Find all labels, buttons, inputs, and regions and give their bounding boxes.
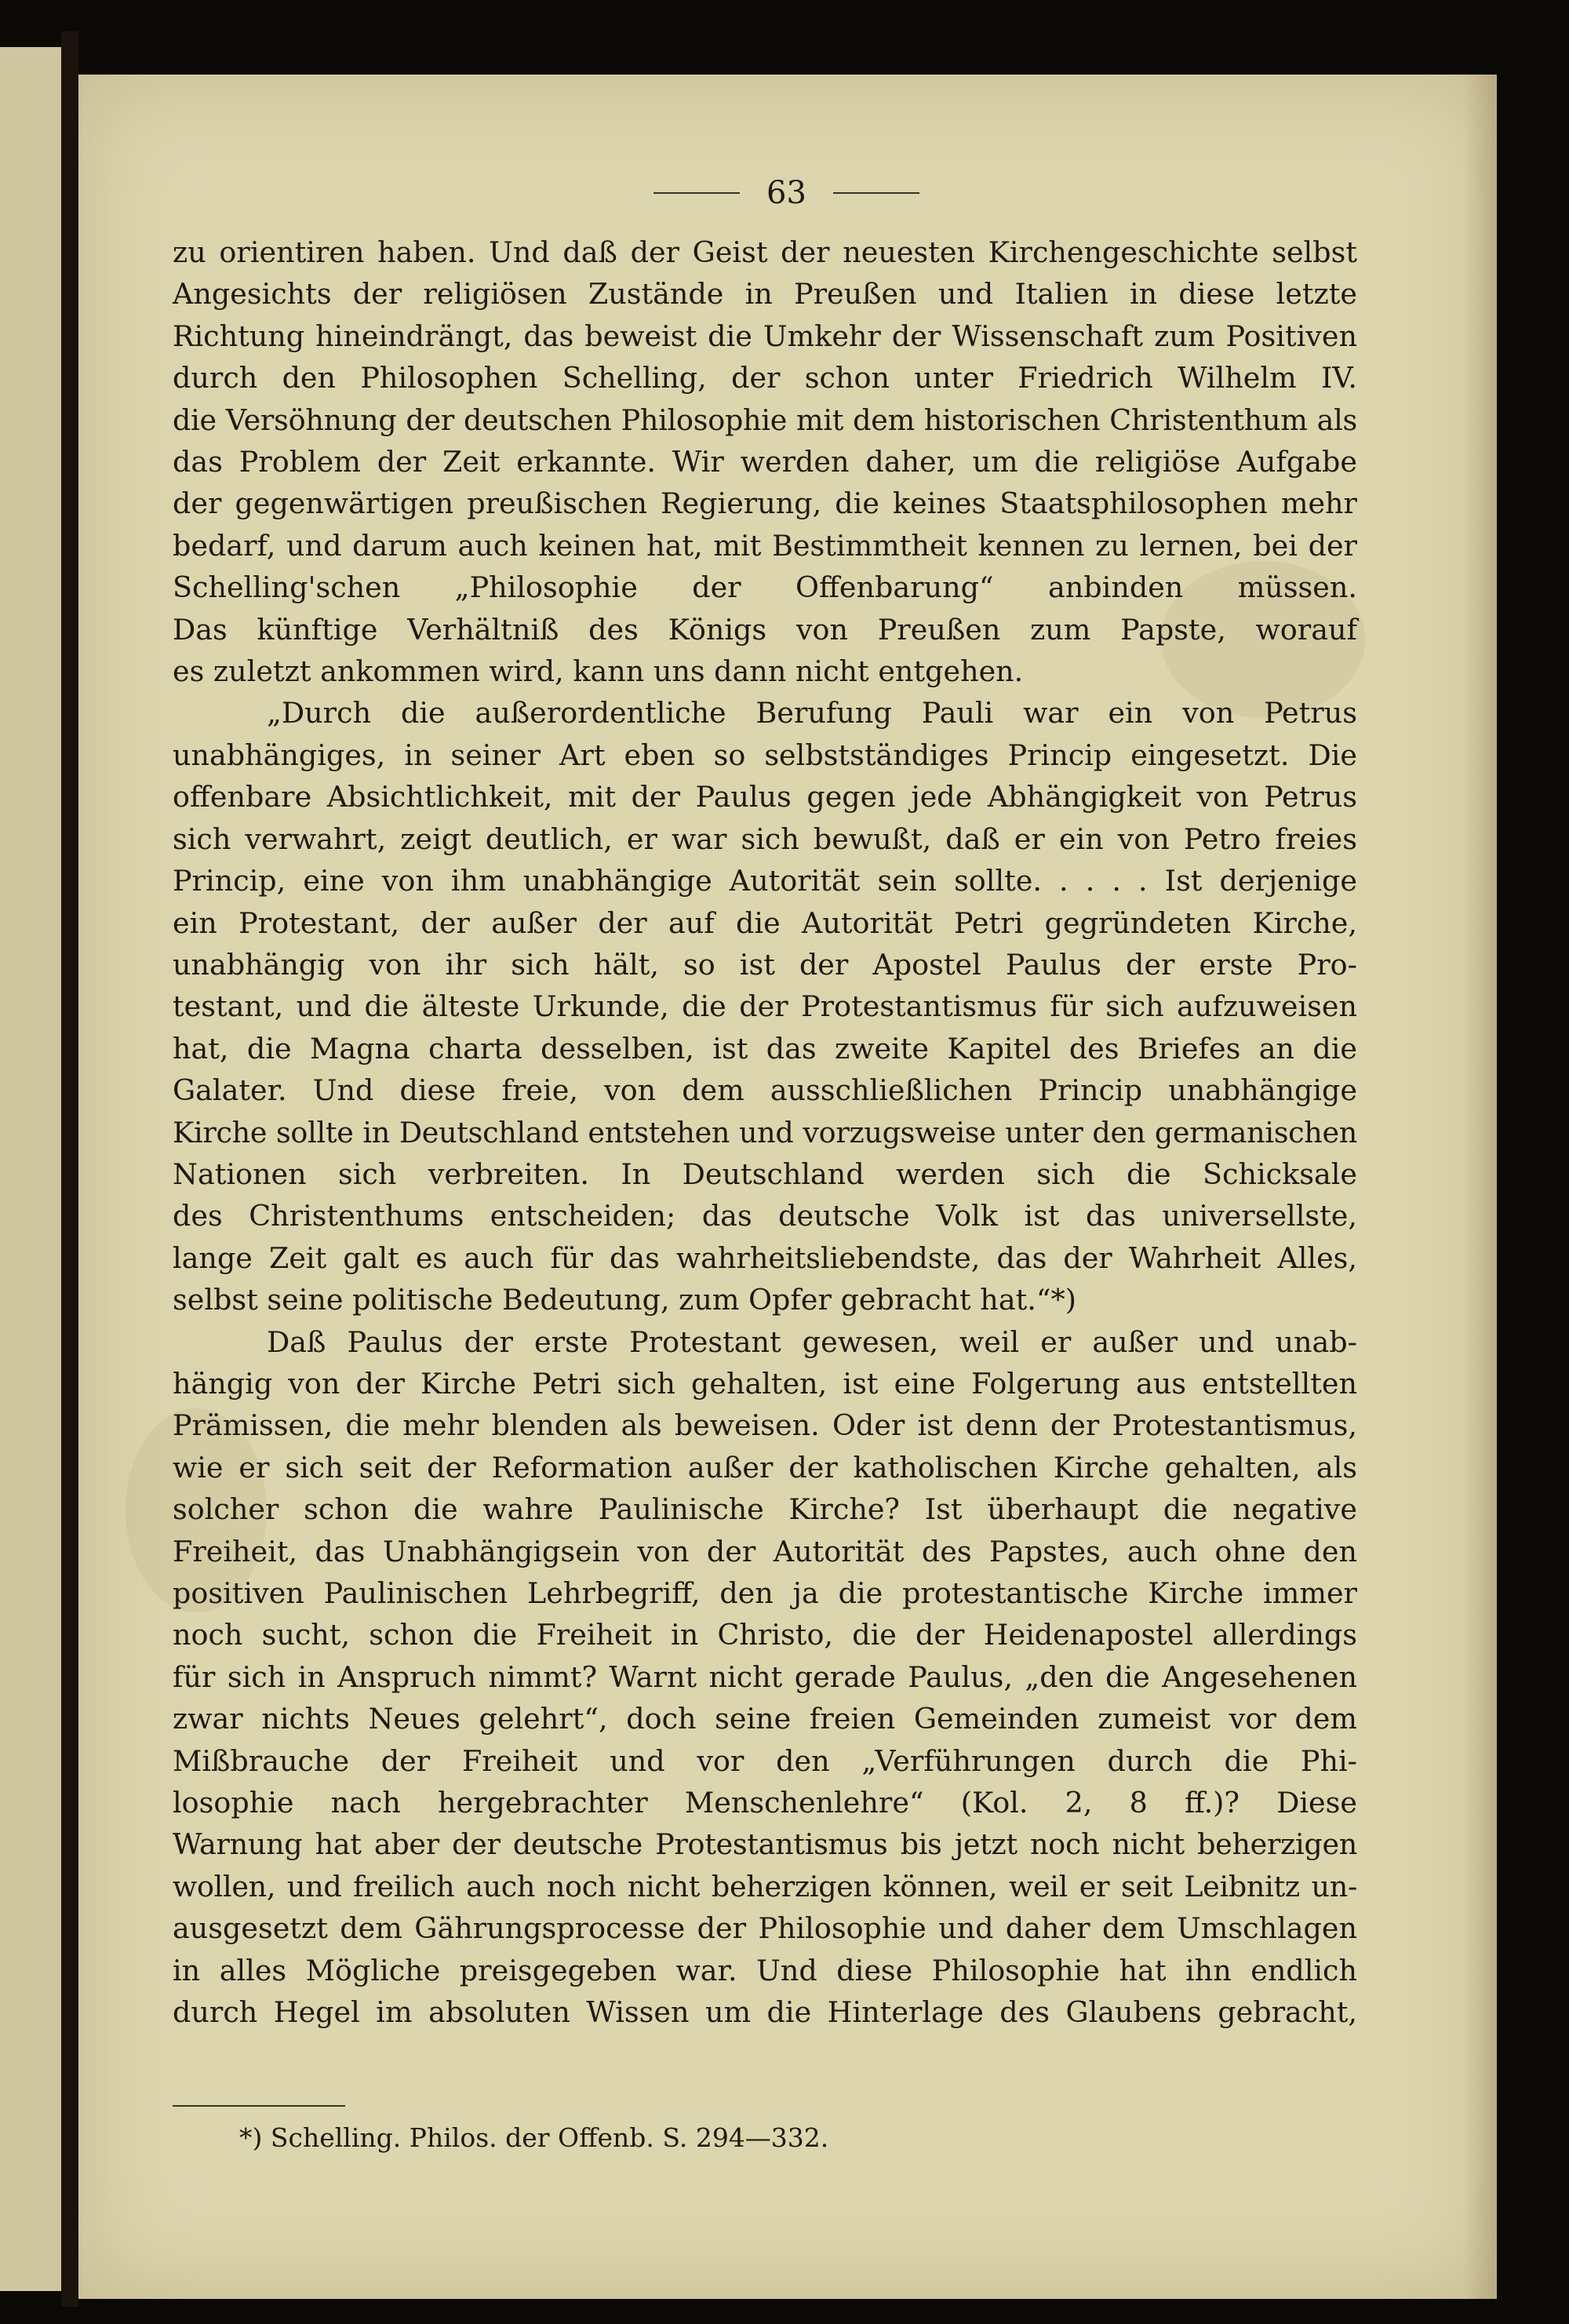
text-line: hängig von der Kirche Petri sich gehalten, ist eine Folgerung aus entstellten bbox=[173, 1366, 1357, 1401]
text-line: durch den Philosophen Schelling, der schon unter Friedrich Wilhelm IV. bbox=[173, 361, 1357, 395]
text-line: offenbare Absichtlichkeit, mit der Paulus gegen jede Abhängigkeit von Petrus bbox=[173, 780, 1357, 814]
text-line: hat, die Magna charta desselben, ist das zweite Kapitel des Briefes an die bbox=[173, 1031, 1357, 1065]
text-line: ausgesetzt dem Gährungsprocesse der Philosophie und daher dem Umschlagen bbox=[173, 1911, 1357, 1946]
footnote-rule bbox=[173, 2105, 345, 2107]
body-text bbox=[173, 231, 1357, 2033]
text-line: „Durch die außerordentliche Berufung Pauli war ein von Petrus bbox=[267, 696, 1357, 730]
text-line: ein Protestant, der außer der auf die Autorität Petri gegründeten Kirche, bbox=[173, 905, 1357, 940]
text-line: Warnung hat aber der deutsche Protestantismus bis jetzt noch nicht beherzigen bbox=[173, 1827, 1357, 1862]
text-line: zu orientiren haben. Und daß der Geist der neuesten Kirchengeschichte selbst bbox=[173, 235, 1357, 269]
text-line: unabhängig von ihr sich hält, so ist der Apostel Paulus der erste Pro- bbox=[173, 947, 1357, 982]
text-line: bedarf, und darum auch keinen hat, mit Bestimmtheit kennen zu lernen, bei der bbox=[173, 528, 1357, 563]
text-line: unabhängiges, in seiner Art eben so selbstständiges Princip eingesetzt. Die bbox=[173, 738, 1357, 772]
footnote: *) Schelling. Philos. der Offenb. S. 294—332. bbox=[239, 2122, 829, 2153]
text-line: noch sucht, schon die Freiheit in Christo, die der Heidenapostel allerdings bbox=[173, 1618, 1357, 1652]
text-line: Das künftige Verhältniß des Königs von Preußen zum Papste, worauf bbox=[173, 612, 1357, 647]
text-line: Richtung hineindrängt, das beweist die Umkehr der Wissenschaft zum Positiven bbox=[173, 319, 1357, 353]
text-line: die Versöhnung der deutschen Philosophie mit dem historischen Christenthum als bbox=[173, 403, 1357, 437]
text-line: Angesichts der religiösen Zustände in Preußen und Italien in diese letzte bbox=[173, 277, 1357, 311]
text-line: losophie nach hergebrachter Menschenlehre“ (Kol. 2, 8 ff.)? Diese bbox=[173, 1786, 1357, 1820]
text-line: des Christenthums entscheiden; das deutsche Volk ist das universellste, bbox=[173, 1199, 1357, 1233]
header-rule-right bbox=[833, 192, 919, 194]
text-line: Princip, eine von ihm unabhängige Autorität sein sollte. . . . . Ist derjenige bbox=[173, 864, 1357, 898]
text-line: Galater. Und diese freie, von dem ausschließlichen Princip unabhängige bbox=[173, 1073, 1357, 1108]
text-line: zwar nichts Neues gelehrt“, doch seine freien Gemeinden zumeist vor dem bbox=[173, 1702, 1357, 1736]
text-line: Daß Paulus der erste Protestant gewesen, weil er außer und unab- bbox=[267, 1324, 1357, 1359]
text-line: durch Hegel im absoluten Wissen um die Hinterlage des Glaubens gebracht, bbox=[173, 1995, 1357, 2030]
text-line: Nationen sich verbreiten. In Deutschland werden sich die Schicksale bbox=[173, 1157, 1357, 1191]
text-line: für sich in Anspruch nimmt? Warnt nicht gerade Paulus, „den die Angesehenen bbox=[173, 1659, 1357, 1694]
text-line: solcher schon die wahre Paulinische Kirche? Ist überhaupt die negative bbox=[173, 1492, 1357, 1527]
text-line: sich verwahrt, zeigt deutlich, er war sich bewußt, daß er ein von Petro freies bbox=[173, 821, 1357, 856]
text-line: Freiheit, das Unabhängigsein von der Autorität des Papstes, auch ohne den bbox=[173, 1534, 1357, 1568]
text-line: es zuletzt ankommen wird, kann uns dann nicht entgehen. bbox=[173, 654, 1024, 689]
text-line: testant, und die älteste Urkunde, die der Protestantismus für sich aufzuweisen bbox=[173, 989, 1357, 1024]
page-header bbox=[78, 175, 1494, 211]
text-line: Schelling'schen „Philosophie der Offenbarung“ anbinden müssen. bbox=[173, 570, 1357, 605]
header-rule-left bbox=[653, 192, 740, 194]
text-line: wollen, und freilich auch noch nicht beherzigen können, weil er seit Leibnitz un- bbox=[173, 1869, 1357, 1903]
book-page bbox=[78, 75, 1497, 2299]
text-line: Mißbrauche der Freiheit und vor den „Verführungen durch die Phi- bbox=[173, 1743, 1357, 1778]
book-spine bbox=[61, 31, 78, 2307]
page-edge-shadow bbox=[1463, 75, 1494, 2299]
text-line: wie er sich seit der Reformation außer der katholischen Kirche gehalten, als bbox=[173, 1450, 1357, 1484]
text-line: Kirche sollte in Deutschland entstehen und vorzugsweise unter den germanischen bbox=[173, 1115, 1357, 1149]
text-line: selbst seine politische Bedeutung, zum Opfer gebracht hat.“*) bbox=[173, 1283, 1076, 1317]
text-line: Prämissen, die mehr blenden als beweisen. Oder ist denn der Protestantismus, bbox=[173, 1408, 1357, 1443]
text-line: in alles Mögliche preisgegeben war. Und diese Philosophie hat ihn endlich bbox=[173, 1953, 1357, 1987]
text-line: das Problem der Zeit erkannte. Wir werden daher, um die religiöse Aufgabe bbox=[173, 445, 1357, 479]
text-line: lange Zeit galt es auch für das wahrheitsliebendste, das der Wahrheit Alles, bbox=[173, 1240, 1357, 1275]
text-line: positiven Paulinischen Lehrbegriff, den ja die protestantische Kirche immer bbox=[173, 1576, 1357, 1610]
page-number: 63 bbox=[766, 175, 806, 211]
previous-page-edge bbox=[0, 47, 63, 2291]
text-line: der gegenwärtigen preußischen Regierung, die keines Staatsphilosophen mehr bbox=[173, 486, 1357, 521]
